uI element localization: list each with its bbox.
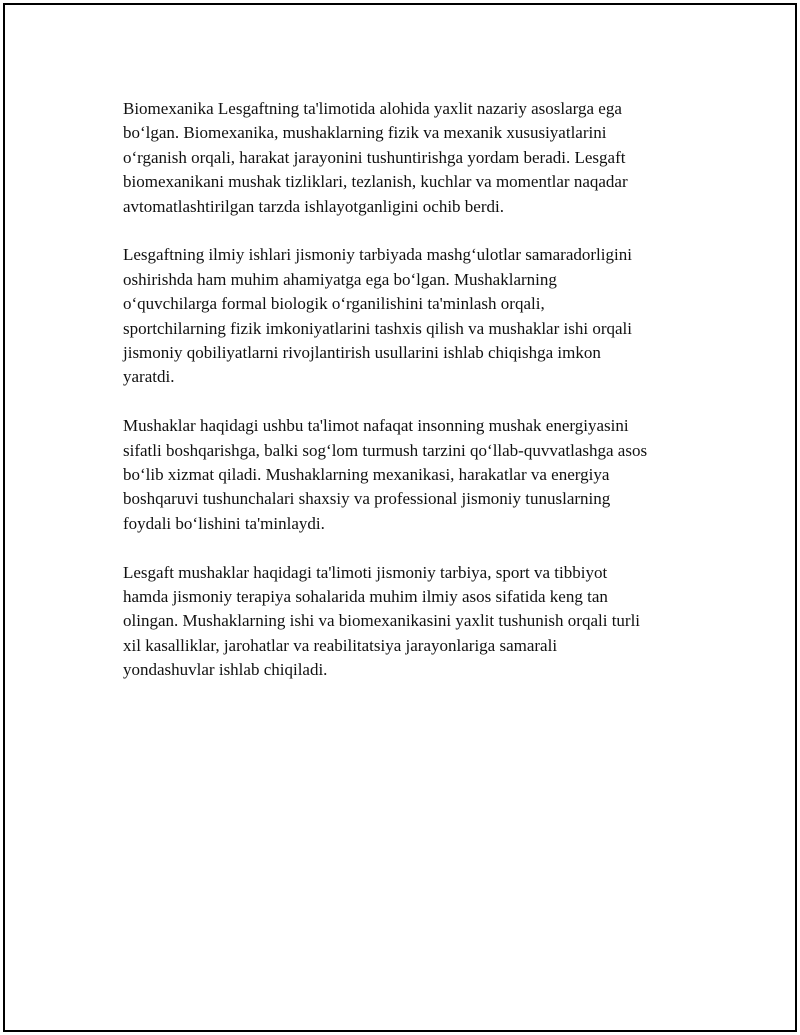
text-line: avtomatlashtirilgan tarzda ishlayotganligini ochib berdi. <box>123 196 504 216</box>
text-line: o‘quvchilarga formal biologik o‘rganilishini ta'minlash orqali, <box>123 294 545 314</box>
paragraph-1 <box>123 97 703 219</box>
text-line: Mushaklar haqidagi ushbu ta'limot nafaqat insonning mushak energiyasini <box>123 416 629 436</box>
text-line: sportchilarning fizik imkoniyatlarini tashxis qilish va mushaklar ishi orqali <box>123 318 632 338</box>
text-line: jismoniy qobiliyatlarni rivojlantirish usullarini ishlab chiqishga imkon <box>123 343 601 363</box>
text-line: bo‘lib xizmat qiladi. Mushaklarning mexanikasi, harakatlar va energiya <box>123 465 610 485</box>
text-line: Biomexanika Lesgaftning ta'limotida alohida yaxlit nazariy asoslarga ega <box>123 99 622 118</box>
text-line: o‘rganish orqali, harakat jarayonini tushuntirishga yordam beradi. Lesgaft <box>123 147 626 167</box>
text-line: boshqaruvi tushunchalari shaxsiy va professional jismoniy tunuslarning <box>123 489 611 509</box>
paragraph-3 <box>123 414 703 536</box>
paragraph-4 <box>123 561 703 683</box>
document-body <box>123 97 703 707</box>
text-line: yaratdi. <box>123 367 175 387</box>
text-line: Lesgaftning ilmiy ishlari jismoniy tarbiyada mashg‘ulotlar samaradorligini <box>123 245 632 265</box>
text-line: Lesgaft mushaklar haqidagi ta'limoti jismoniy tarbiya, sport va tibbiyot <box>123 562 608 582</box>
page-frame <box>3 3 797 1032</box>
text-line: bo‘lgan. Biomexanika, mushaklarning fizik va mexanik xususiyatlarini <box>123 123 607 143</box>
text-line: yondashuvlar ishlab chiqiladi. <box>123 660 328 680</box>
text-line: foydali bo‘lishini ta'minlaydi. <box>123 513 325 533</box>
text-line: hamda jismoniy terapiya sohalarida muhim ilmiy asos sifatida keng tan <box>123 587 608 607</box>
paragraph-2 <box>123 243 703 389</box>
text-line: olingan. Mushaklarning ishi va biomexanikasini yaxlit tushunish orqali turli <box>123 611 641 631</box>
text-line: oshirishda ham muhim ahamiyatga ega bo‘lgan. Mushaklarning <box>123 269 557 289</box>
text-line: sifatli boshqarishga, balki sog‘lom turmush tarzini qo‘llab-quvvatlashga asos <box>123 440 648 460</box>
text-line: biomexanikani mushak tizliklari, tezlanish, kuchlar va momentlar naqadar <box>123 172 628 192</box>
text-line: xil kasalliklar, jarohatlar va reabilitatsiya jarayonlariga samarali <box>123 635 558 655</box>
